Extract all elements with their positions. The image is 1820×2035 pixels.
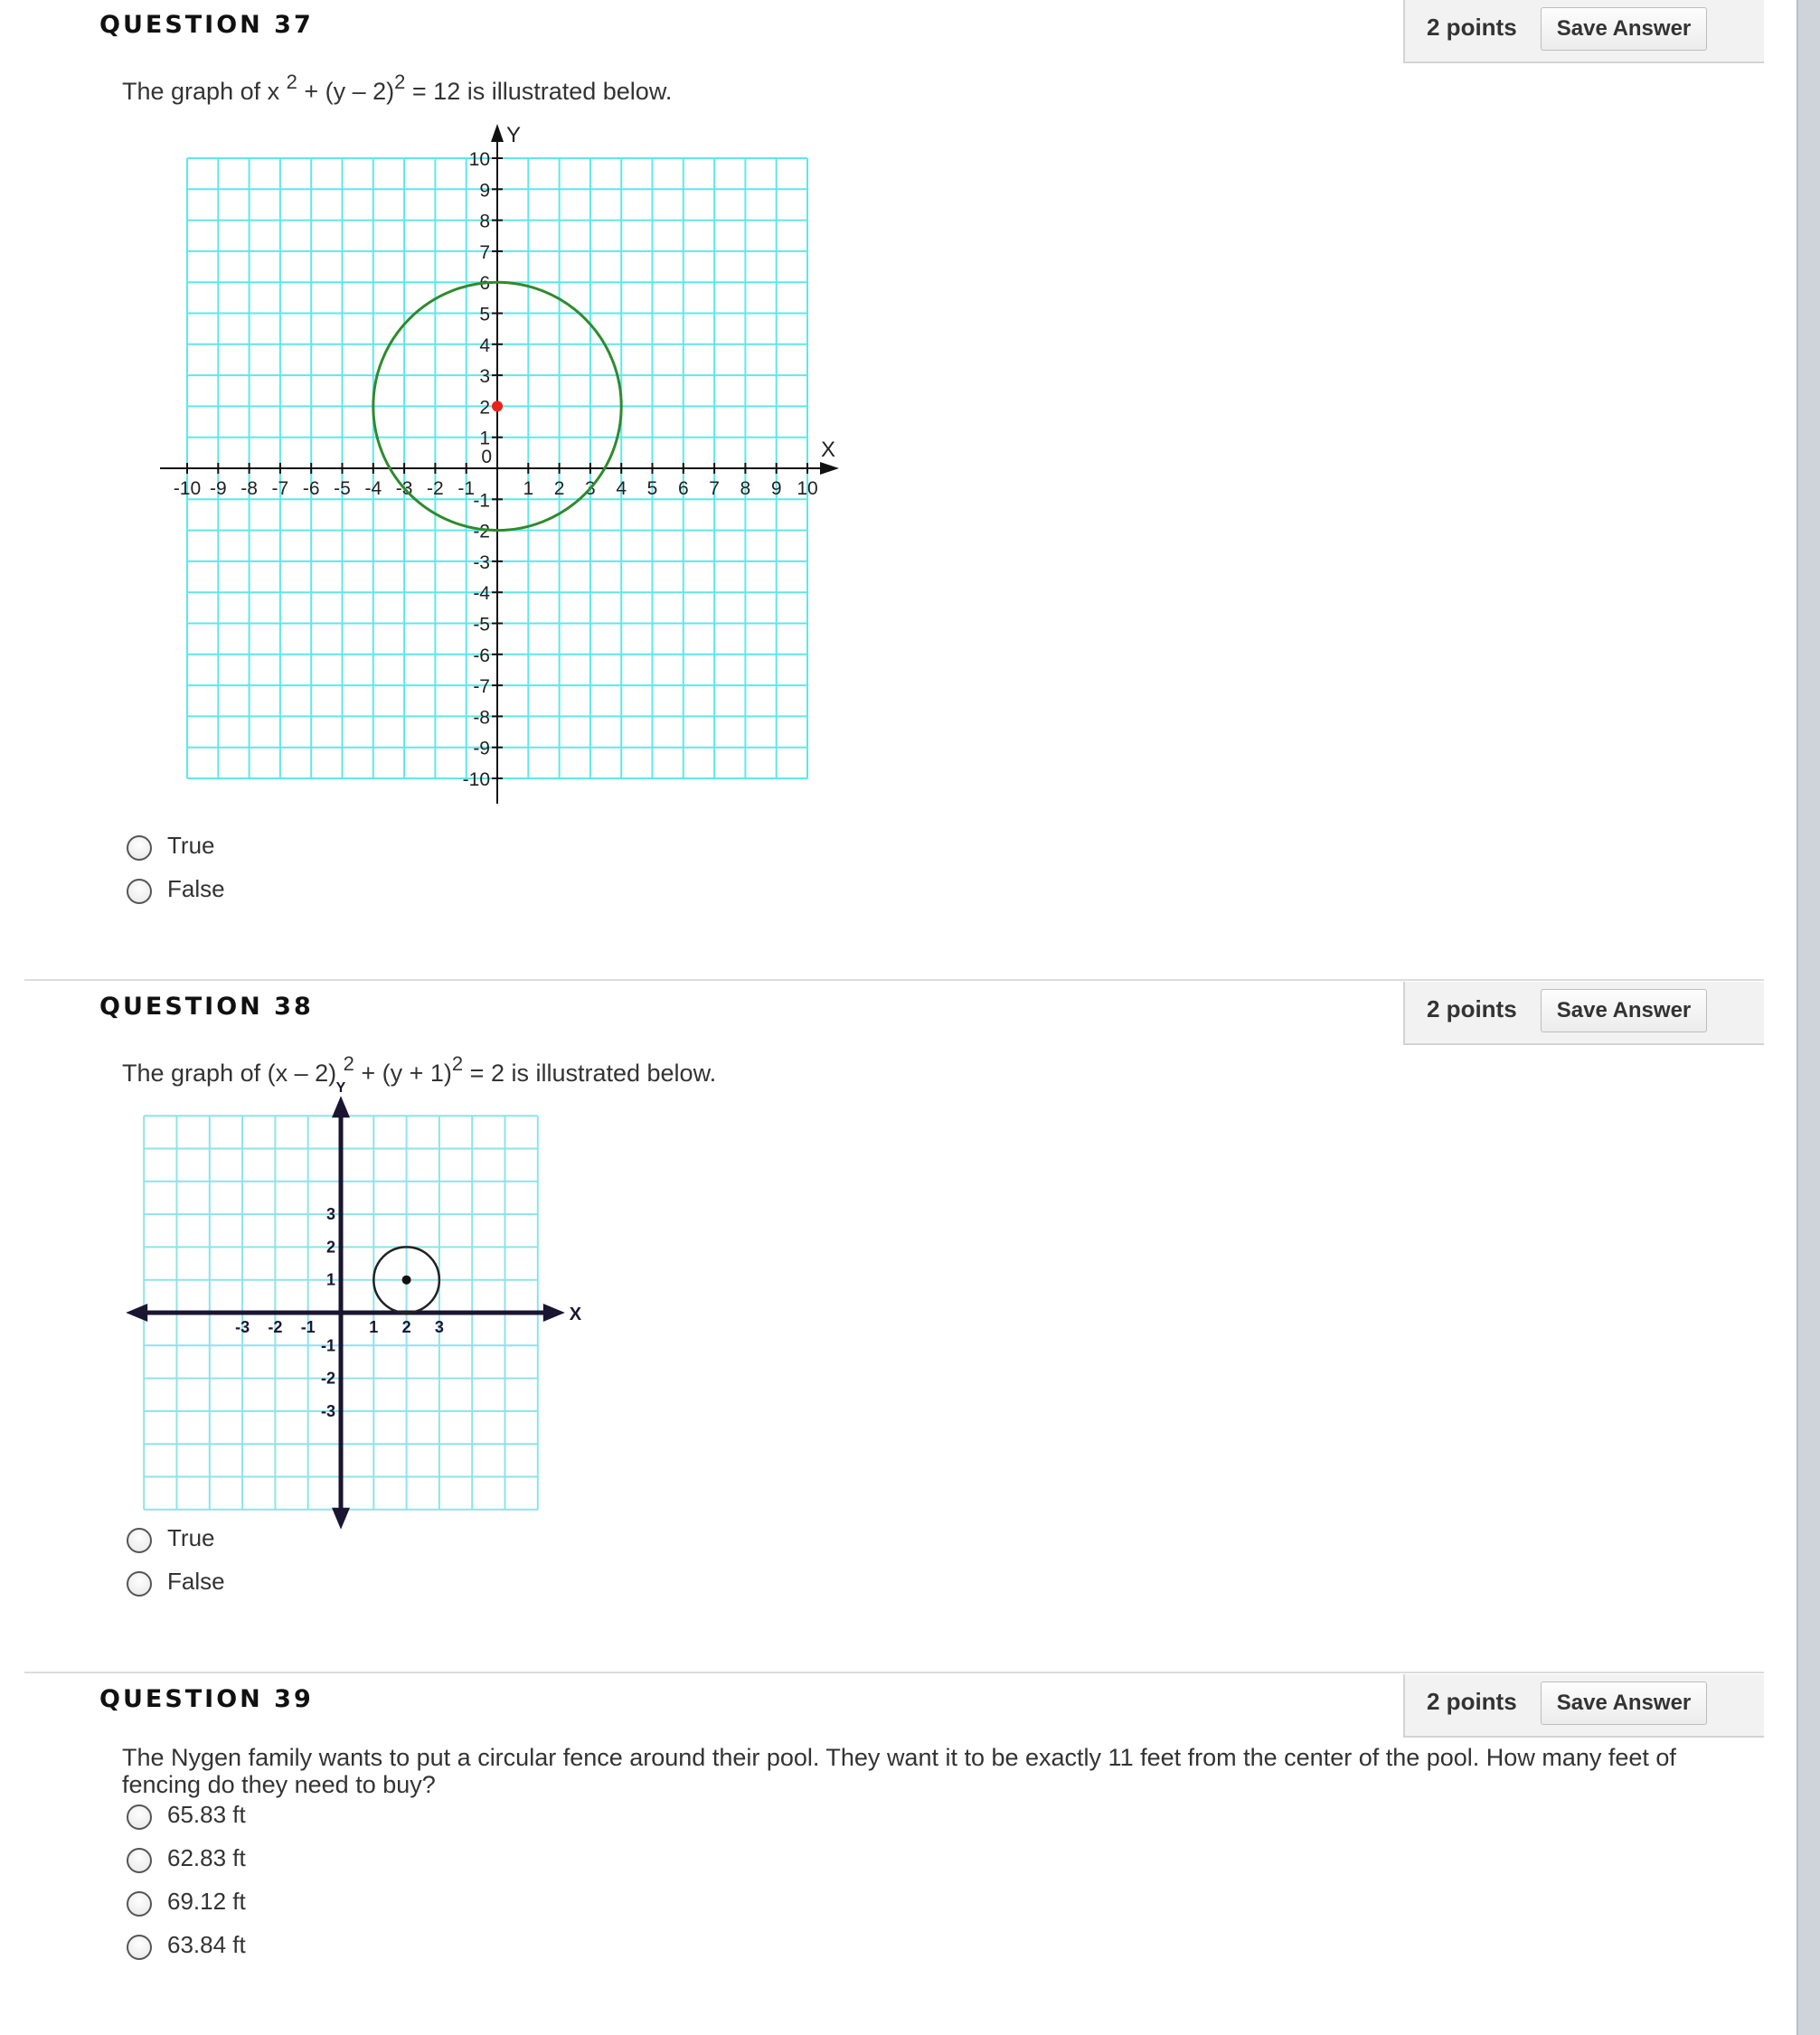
y-tick-label: 7 (479, 241, 490, 263)
question-37-text-part: + (y – 2) (297, 78, 395, 105)
x-axis-arrow-left (126, 1304, 147, 1322)
question-39-points-panel (1403, 1674, 1764, 1738)
radio-button[interactable] (127, 1891, 152, 1917)
x-tick-label: 2 (401, 1318, 411, 1336)
y-axis-label: Y (335, 1080, 346, 1097)
question-37-points-panel (1403, 0, 1764, 63)
radio-button[interactable] (127, 1935, 152, 1960)
x-tick-label: 3 (585, 478, 596, 499)
y-tick-label: 8 (479, 211, 490, 232)
y-tick-label: -6 (473, 645, 490, 666)
question-39-points: 2 points (1427, 1688, 1517, 1715)
y-tick-label: 3 (325, 1205, 335, 1224)
y-tick-label: -7 (473, 676, 490, 698)
x-axis-label: X (569, 1305, 582, 1324)
x-tick-label: 4 (616, 478, 627, 499)
x-tick-label: 5 (646, 478, 658, 499)
x-tick-label: 1 (369, 1318, 379, 1336)
x-tick-label: -5 (334, 478, 351, 499)
question-38-graph (136, 1080, 582, 1523)
x-tick-label: 3 (434, 1318, 444, 1336)
x-tick-label: 8 (740, 478, 751, 499)
radio-button[interactable] (127, 1804, 152, 1830)
y-axis-arrow (491, 124, 504, 142)
y-tick-label: 1 (479, 428, 490, 449)
question-38-exponent: 2 (343, 1052, 354, 1075)
x-tick-label: 9 (770, 478, 782, 499)
radio-button[interactable] (127, 1571, 152, 1597)
x-tick-label: -8 (240, 478, 258, 499)
x-tick-label: -7 (271, 478, 289, 499)
y-tick-label: 9 (479, 180, 490, 202)
option-label: False (167, 1568, 225, 1595)
y-tick-label: 2 (479, 397, 490, 419)
question-37-points: 2 points (1427, 14, 1517, 41)
option-label: 65.83 ft (167, 1801, 246, 1828)
question-39-title: QUESTION 39 (99, 1685, 314, 1713)
x-tick-label: -4 (364, 478, 382, 499)
question-38-exponent: 2 (451, 1052, 464, 1075)
option-label: False (167, 875, 225, 902)
x-tick-label: -6 (302, 478, 320, 499)
x-tick-label: 7 (709, 478, 720, 499)
x-tick-label: 1 (523, 478, 534, 499)
radio-button[interactable] (127, 835, 152, 861)
question-38-text-part: = 2 is illustrated below. (463, 1060, 717, 1087)
option-label: 69.12 ft (167, 1888, 246, 1915)
x-tick-label: -3 (395, 478, 413, 499)
y-tick-label: -4 (473, 583, 490, 605)
y-tick-label: -10 (462, 769, 490, 790)
x-tick-label: -9 (209, 478, 227, 499)
option-label: 63.84 ft (167, 1931, 246, 1958)
y-tick-label: -3 (473, 551, 490, 573)
question-38-save-answer-button[interactable]: Save Answer (1541, 989, 1707, 1032)
option-label: 62.83 ft (167, 1844, 246, 1871)
x-tick-label: -2 (268, 1318, 283, 1336)
y-tick-label: -1 (320, 1336, 335, 1355)
option-label: True (167, 832, 215, 859)
question-37-save-answer-button[interactable]: Save Answer (1541, 7, 1707, 51)
question-divider (24, 979, 1764, 981)
option-label: True (167, 1524, 215, 1551)
question-37-text-part: The graph of x (122, 78, 287, 105)
y-tick-label: 10 (468, 149, 490, 170)
x-tick-label: 6 (677, 478, 689, 499)
x-axis-label: X (821, 438, 836, 462)
y-tick-label: -3 (320, 1401, 335, 1420)
question-39-text-line-1: The Nygen family wants to put a circular fence around their pool. They want it to be exactly 11 feet from the center of the pool. How many feet of (122, 1744, 1676, 1771)
y-tick-label: -2 (320, 1369, 335, 1388)
origin-label: 0 (481, 447, 492, 467)
y-tick-label: -2 (473, 521, 490, 542)
x-tick-label: -1 (457, 478, 476, 499)
question-37-title: QUESTION 37 (99, 11, 314, 39)
question-38-points: 2 points (1427, 995, 1517, 1022)
x-tick-label: 2 (553, 478, 565, 499)
radio-button[interactable] (127, 879, 152, 904)
question-divider (24, 1672, 1764, 1673)
x-tick-label: -1 (300, 1318, 316, 1336)
y-tick-label: 3 (479, 366, 490, 388)
y-tick-label: -5 (473, 614, 490, 636)
y-tick-label: -9 (473, 738, 490, 759)
y-tick-label: 2 (325, 1238, 335, 1257)
center-point (492, 400, 503, 411)
question-38-points-panel (1403, 982, 1764, 1045)
question-37-text (122, 71, 673, 105)
y-tick-label: 1 (325, 1270, 335, 1289)
x-tick-label: -3 (235, 1318, 250, 1336)
y-tick-label: 5 (479, 304, 490, 325)
question-38-text (122, 1052, 717, 1087)
y-tick-label: 6 (479, 273, 490, 295)
center-point (402, 1276, 411, 1285)
vertical-scrollbar[interactable] (1796, 0, 1820, 2035)
y-tick-label: 4 (479, 334, 490, 356)
y-tick-label: -8 (473, 707, 490, 729)
question-37-graph (145, 125, 850, 812)
x-axis-arrow (820, 462, 839, 475)
question-37-exponent: 2 (286, 71, 297, 93)
y-tick-label: -1 (473, 490, 490, 512)
x-tick-label: -10 (173, 478, 202, 499)
x-tick-label: 10 (797, 478, 818, 499)
y-axis-arrow-up (332, 1096, 350, 1117)
question-38-text-part: + (y + 1) (354, 1060, 452, 1087)
question-37-text-part: = 12 is illustrated below. (405, 78, 673, 105)
question-38-title: QUESTION 38 (99, 993, 314, 1021)
question-39-save-answer-button[interactable]: Save Answer (1541, 1682, 1707, 1725)
x-tick-label: -2 (427, 478, 444, 499)
question-39-text-line-2: fencing do they need to buy? (122, 1771, 436, 1798)
y-axis-label: Y (506, 123, 522, 147)
x-axis-arrow-right (543, 1304, 565, 1322)
question-38-text-part: The graph of (x – 2) (122, 1060, 344, 1087)
radio-button[interactable] (127, 1848, 152, 1873)
radio-button[interactable] (127, 1528, 152, 1553)
y-axis-arrow-down (332, 1508, 350, 1530)
question-37-exponent: 2 (394, 71, 406, 93)
